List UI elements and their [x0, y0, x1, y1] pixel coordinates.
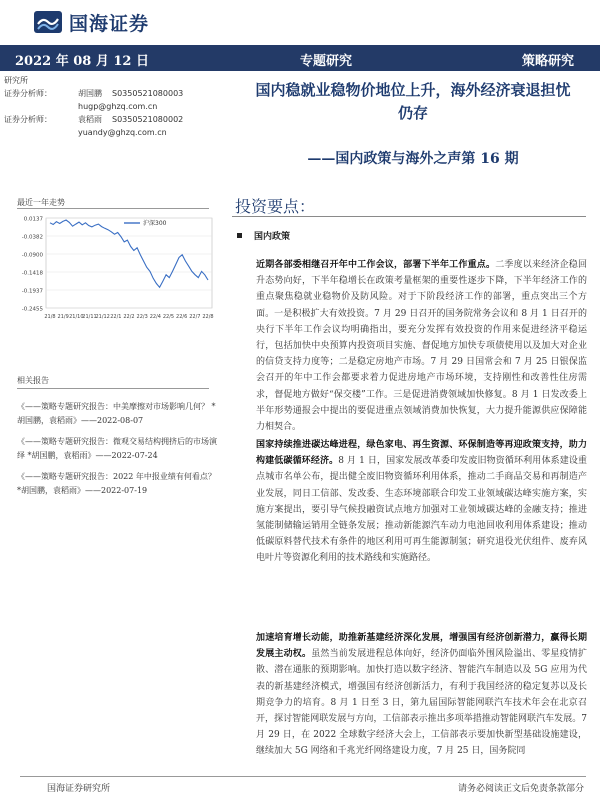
square-bullet-icon — [237, 233, 242, 238]
series-line-hs300 — [50, 220, 208, 287]
analyst-name: 胡国鹏 — [78, 89, 102, 98]
y-tick-label: -0.0900 — [21, 252, 43, 259]
x-tick-label: 22/3 — [136, 314, 148, 320]
y-tick-label: -0.0382 — [21, 234, 43, 241]
x-tick-label: 22/2 — [123, 314, 135, 320]
related-report-link[interactable]: 《——策略专题研究报告：中美摩擦对市场影响几何？ *胡国鹏，袁稻雨》——2022-08-07 — [17, 402, 216, 425]
analyst-name: 袁稻雨 — [78, 115, 102, 124]
x-tick-label: 21/12 — [95, 314, 110, 320]
analyst-email[interactable]: yuandy@ghzq.com.cn — [78, 128, 167, 137]
trend-title: 最近一年走势 — [17, 198, 65, 207]
report-type: 专题研究 — [300, 54, 353, 69]
footer-org: 国海证券研究所 — [47, 784, 111, 794]
trend-chart — [16, 210, 216, 330]
footer-disclaimer: 请务必阅读正文后免责条款部分 — [457, 784, 584, 794]
analyst-email[interactable]: hugp@ghzq.com.cn — [78, 102, 158, 111]
report-subtitle: ——国内政策与海外之声第 16 期 — [307, 151, 519, 167]
analyst-cert: S0350521080002 — [112, 115, 184, 124]
y-tick-label: 0.0137 — [23, 216, 43, 223]
x-tick-label: 21/10 — [69, 314, 84, 320]
brand-logo-icon — [33, 8, 63, 36]
x-tick-label: 22/6 — [176, 314, 188, 320]
x-tick-label: 22/8 — [202, 314, 214, 320]
related-report-link[interactable]: 《——策略专题研究报告：微观交易结构拥挤后的市场演绎 *胡国鹏，袁稻雨》——2022-07-24 — [17, 437, 217, 460]
y-tick-label: -0.2455 — [21, 306, 43, 313]
x-tick-label: 22/5 — [162, 314, 175, 320]
x-tick-label: 22/4 — [149, 314, 161, 320]
legend-label: 沪深300 — [143, 220, 167, 227]
x-tick-label: 22/1 — [110, 314, 122, 320]
report-series: 策略研究 — [522, 54, 575, 69]
paragraph: 国家持续推进碳达峰进程，绿色家电、再生资源、环保制造等再迎政策支持，助力构建低碳循环经济。8 月 1 日，国家发展改革委印发废旧物资循环利用体系建设重点城市名单公布，提出健全废旧物资循环利用体系，推动二手商品交易和再制造产业发展，同日工信部、发改委、生态环境部联合印发工业领域碳达峰实施方案，实施方案提出，要引导气候投融资试点地方加强对工业领域碳达峰的金融支持；推进氢能制储输运销用全链条发展；推动新能源汽车动力电池回收利用体系建设；推动低碳原料替代技术有条件的地区利用可再生能源制氢；研究退役光伏组件、废弃风电叶片等资源化利用的技术路线和实施路径。 — [256, 440, 587, 564]
section-heading: 国内政策 — [237, 229, 290, 242]
key-points-divider — [232, 216, 586, 217]
research-label: 研究所 — [4, 76, 28, 85]
related-divider — [17, 388, 209, 389]
trend-chart-svg — [16, 210, 216, 330]
x-tick-label: 21/11 — [82, 314, 97, 320]
paragraph: 加速培育增长动能，助推新基建经济深化发展，增强国有经济创新潜力，赢得长期发展主动权。虽然当前发展进程总体向好，经济仍面临外围风险溢出、零星疫情扩散、潜在通胀的预期影响。加快打造以数字经济、智能汽车制造以及 5G 应用为代表的新基建经济模式，增强国有经济创新活力，有利于我国经济的稳定复苏以及长期竞争力的培育。8 月 1 日至 3 日，第九届国际智能网联汽车技术年会在北京召开，探讨智能网联发展与方向，工信部表示推出多项举措推动智能网联汽车发展。7 月 29 日，在 2022 全球数字经济大会上，工信部表示要加快新型基础设施建设，继续加大 5G 网络和千兆光纤网络建设力度，7 月 25 日，国务院同 — [256, 633, 587, 757]
related-report-link[interactable]: 《——策略专题研究报告：2022 年中报业绩有何看点？ *胡国鹏，袁稻雨》——2022-07-19 — [17, 472, 216, 495]
footer-divider — [20, 776, 586, 777]
x-tick-label: 21/8 — [44, 314, 56, 320]
brand-logo — [33, 8, 149, 36]
related-reports — [17, 400, 217, 505]
report-banner — [0, 45, 600, 71]
report-title: 国内稳就业稳物价地位上升，海外经济衰退担忧 仍存 — [255, 81, 571, 122]
y-tick-label: -0.1937 — [21, 288, 43, 295]
x-tick-label: 22/7 — [189, 314, 201, 320]
brand-name: 国海证券 — [69, 12, 150, 35]
related-title: 相关报告 — [17, 376, 49, 385]
x-tick-label: 21/9 — [57, 314, 69, 320]
y-tick-label: -0.1418 — [21, 270, 43, 277]
analyst-cert: S0350521080003 — [112, 89, 184, 98]
trend-divider — [17, 208, 209, 209]
key-points-title: 投资要点： — [235, 197, 316, 216]
paragraph: 近期各部委相继召开年中工作会议，部署下半年工作重点。二季度以来经济企稳回升态势向好，下半年稳增长在政策考量框架的重要性逐步下降，下半年经济工作的重点聚焦稳就业稳物价及防风险。对于下阶段经济工作的部署，重点突出三个方面。一是积极扩大有效投资。7 月 29 日召开的国务院常务会议和 8 月 1 日召开的央行下半年工作会议均明确指出，要充分发挥有效投资的作用来促进经济平稳运行，包括加快中央预算内投资项目实施、督促地方加快专项债使用以及加大对企业的信贷支持力度等；二是稳定房地产市场。7 月 29 日国常会和 7 月 25 日银保监会召开的年中工作会都要求着力促进房地产市场环境，支持刚性和改善性住房需求，督促地方做好“保交楼”工作。三是促进消费领域加快修复。8 月 1 日发改委上半年形势通报会中提出的要促进重点领域消费加快恢复，大力提升能源供应保障能力相契合。 — [256, 260, 587, 433]
report-date: 2022 年 08 月 12 日 — [15, 54, 149, 69]
